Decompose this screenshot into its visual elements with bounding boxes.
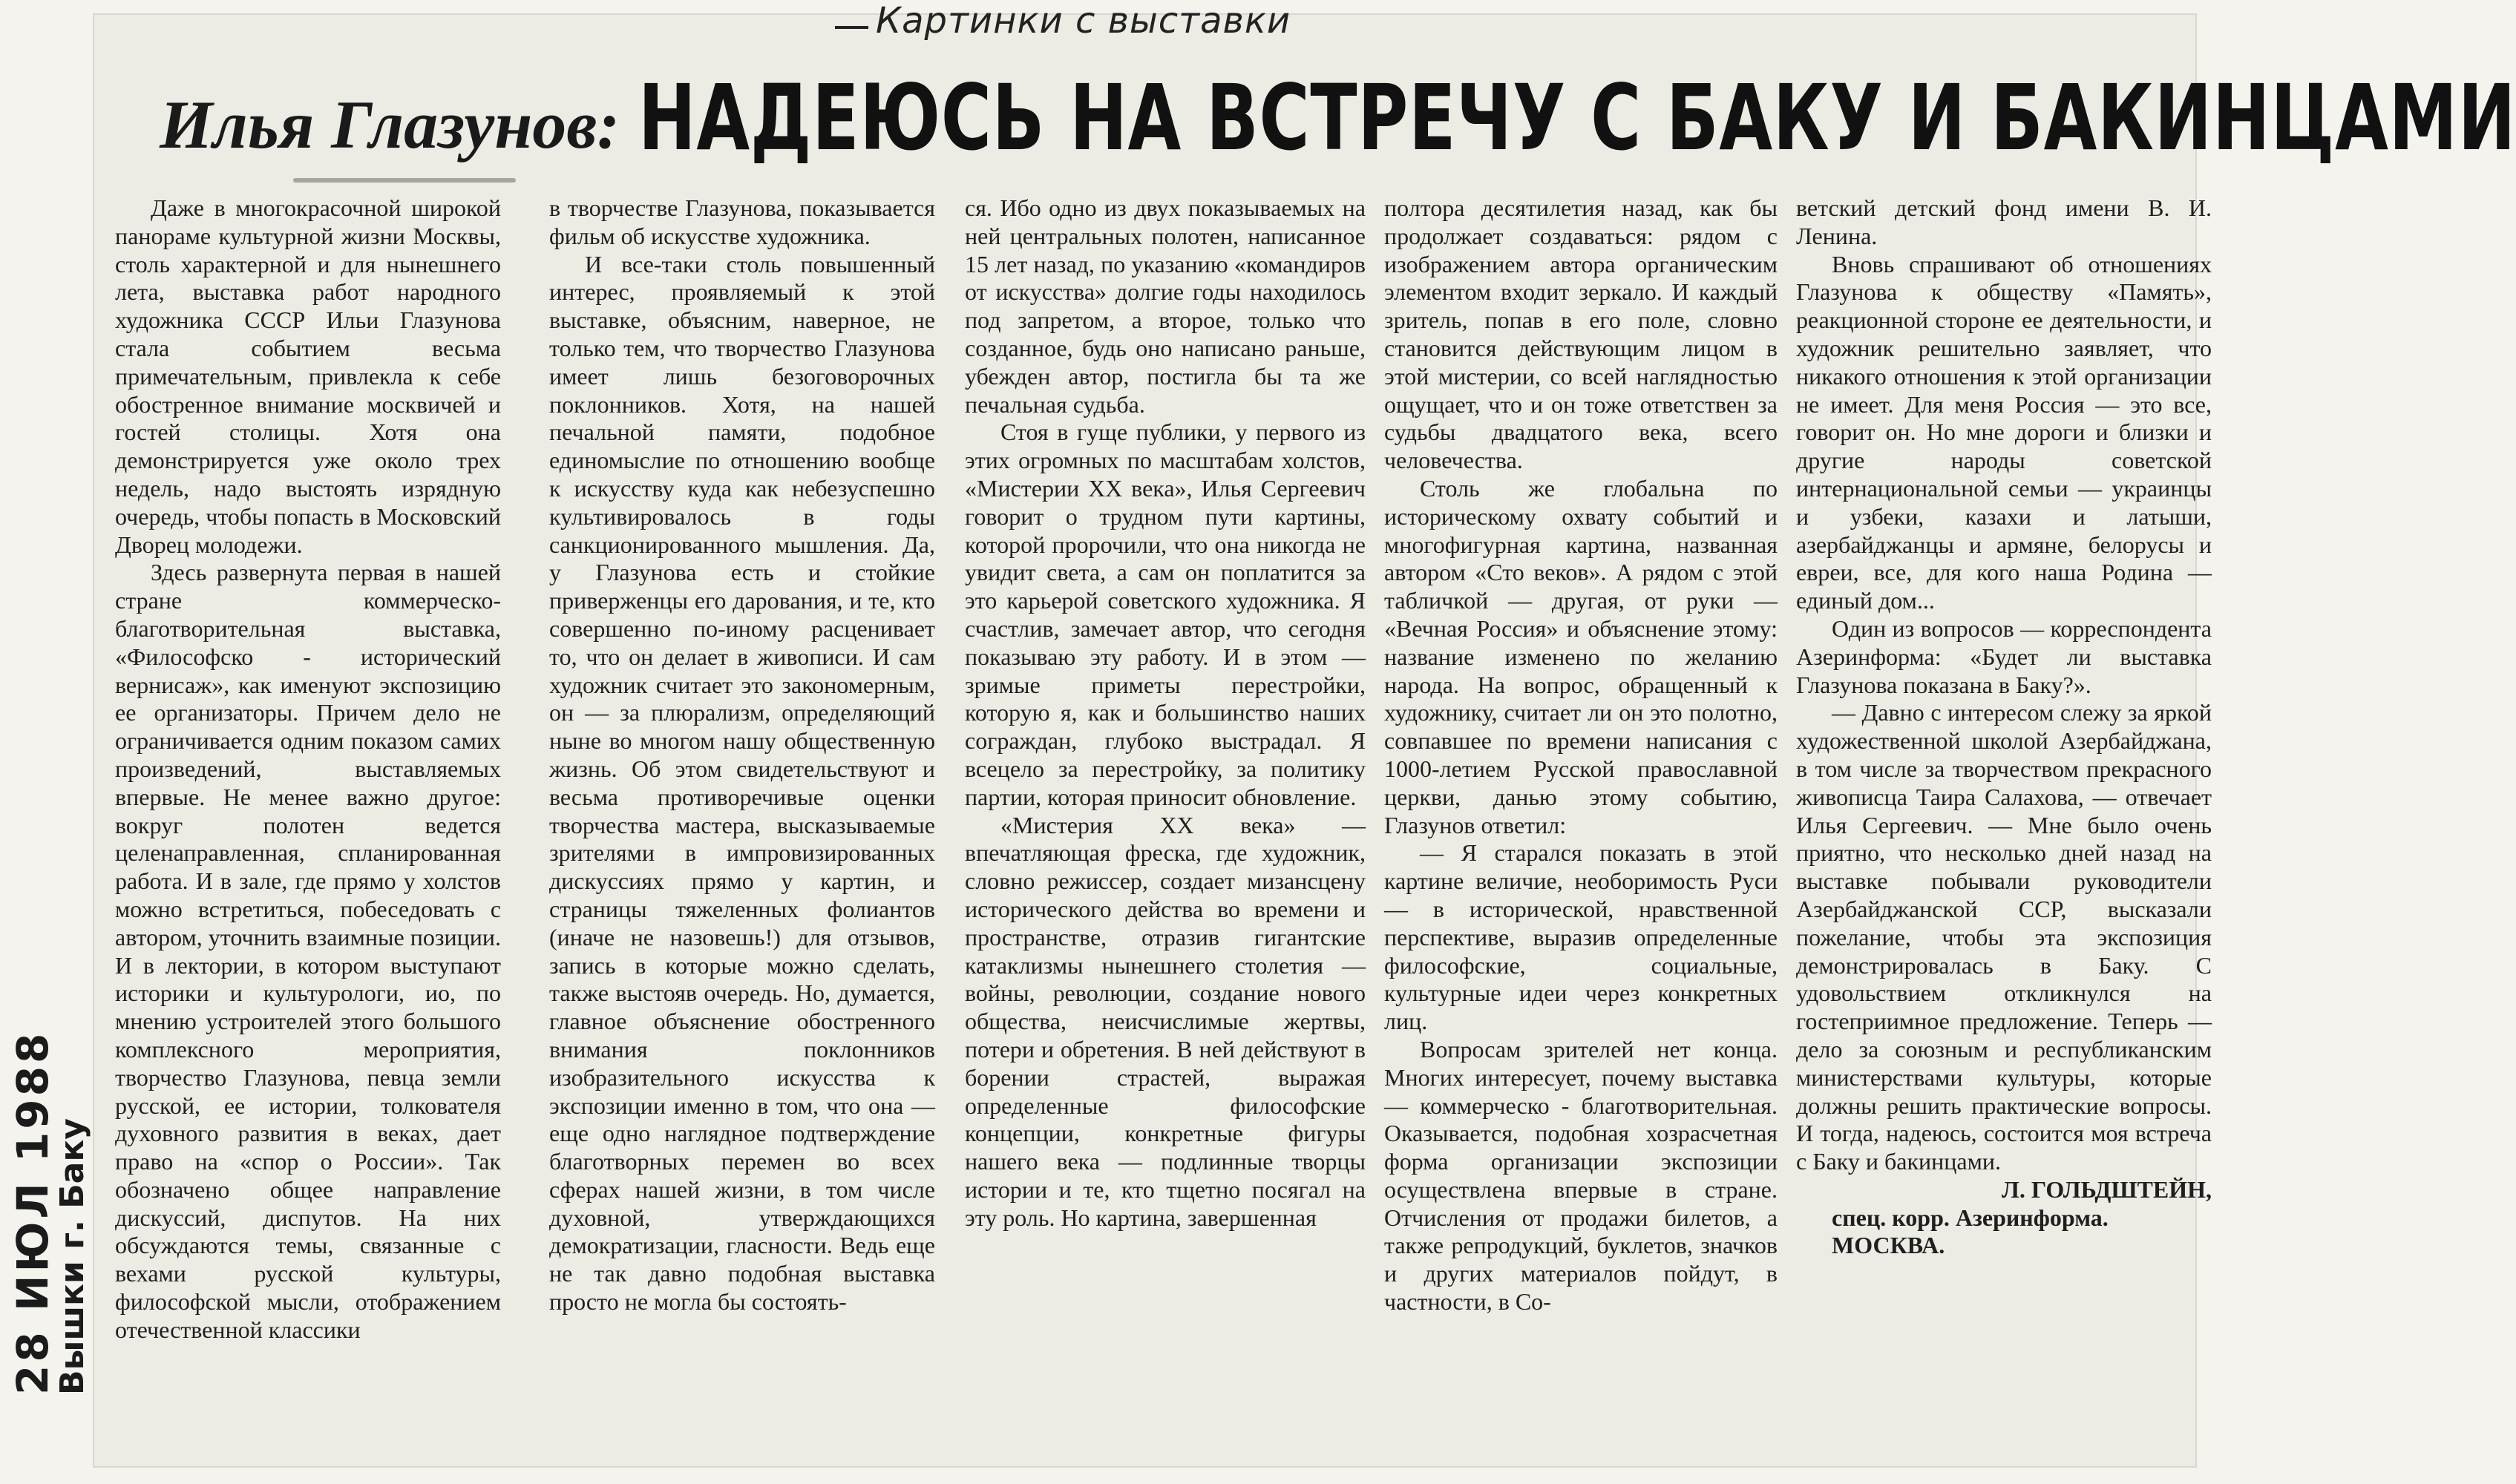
- paragraph: Даже в многокрасочной широкой панораме культурной жизни Москвы, столь характерной и для нынешнего лета, выставка работ народного художника СССР Ильи Глазунова стала событием весьма примечательным, привлекла к себе обостренное внимание москвичей и гостей столицы. Хотя она демонстрируется уже около трех недель, надо выстоять изрядную очередь, чтобы попасть в Московский Дворец молодежи.: [115, 194, 501, 558]
- stamp-source-line2: г. Баку: [53, 1118, 91, 1250]
- stamp-source: [53, 1031, 91, 1395]
- kicker-dash: [835, 26, 868, 29]
- paragraph: в творчестве Глазунова, показывается фильм об искусстве художника.: [549, 194, 935, 249]
- author-signature-city: МОСКВА.: [1832, 1232, 1945, 1259]
- article-headline: НАДЕЮСЬ НА ВСТРЕЧУ С БАКУ И БАКИНЦАМИ: [638, 65, 2516, 171]
- author-signature-position: спец. корр. Азеринформа.: [1832, 1204, 2109, 1231]
- paragraph: И все-таки столь повышенный интерес, проявляемый к этой выставке, объясним, наверное, не только тем, что творчество Глазунова имеет лишь безоговорочных поклонников. Хотя, на нашей печальной памяти, подобное единомыслие по отношению вообще к искусству куда как небезуспешно культивировалось в годы санкционированного мышления. Да, у Глазунова есть и стойкие приверженцы его дарования, и те, кто совершенно по-иному расценивает то, что он делает в живописи. И сам художник считает это закономерным, он — за плюрализм, определяющий ныне во многом нашу общественную жизнь. Об этом свидетельствуют и весьма противоречивые оценки творчества мастера, высказываемые зрителями в импровизированных дискуссиях прямо у картин, и страницы тяжеленных фолиантов (иначе не назовешь!) для отзывов, запись в которые можно сделать, также выстояв очередь. Но, думается, главное объяснение обостренного внимания поклонников изобразительного искусства к экспозиции именно в том, что она — еще одно наглядное подтверждение благотворных перемен во всех сферах нашей жизни, в том числе духовной, утверждающихся демократизации, гласности. Ведь еще не так давно подобная выставка просто не могла бы состоять-: [549, 250, 935, 1316]
- date-stamp: [7, 1031, 91, 1395]
- article-column-1: [115, 194, 501, 1456]
- article-column-2: [549, 194, 935, 1456]
- paragraph: — Я старался показать в этой картине величие, необоримость Руси — в исторической, нравственной перспективе, выразив определенные философские, социальные, культурные идеи через конкретных лиц.: [1384, 839, 1778, 1035]
- pencil-underline-mark: [293, 178, 516, 183]
- article-column-5: [1796, 194, 2212, 1456]
- paragraph: Здесь развернута первая в нашей стране коммерческо-благотворительная выставка, «Философско - исторический вернисаж», как именуют экспозицию ее организаторы. Причем дело не ограничивается одним показом самих произведений, выставляемых впервые. Не менее важно другое: вокруг полотен ведется целенаправленная, спланированная работа. И в зале, где прямо у холстов можно встретиться, побеседовать с автором, уточнить взаимные позиции. И в лектории, в котором выступают историки и культурологи, ио, по мнению устроителей этого большого комплексного мероприятия, творчество Глазунова, певца земли русской, ее истории, толкователя духовного развития в веках, дает право на «спор о России». Так обозначено общее направление дискуссий, диспутов. На них обсуждаются темы, связанные с вехами русской культуры, философской мысли, отображением отечественной классики: [115, 559, 501, 1343]
- paragraph: — Давно с интересом слежу за яркой художественной школой Азербайджана, в том числе за творчеством прекрасного живописца Таира Салахова, — отвечает Илья Сергеевич. — Мне было очень приятно, что несколько дней назад на выставке побывали руководители Азербайджанской ССР, высказали пожелание, чтобы эта экспозиция демонстрировалась в Баку. С удовольствием откликнулся на гостеприимное предложение. Теперь — дело за союзным и республиканским министерствами культуры, которые должны решить практические вопросы. И тогда, надеюсь, состоится моя встреча с Баку и бакинцами.: [1796, 699, 2212, 1175]
- paragraph: ся. Ибо одно из двух показываемых на ней центральных полотен, написанное 15 лет назад, по указанию «командиров от искусства» долгие годы находилось под запретом, а второе, только что созданное, будь оно написано раньше, убежден автор, постигла бы та же печальная судьба.: [965, 194, 1366, 418]
- stamp-source-line1: Вышки: [53, 1261, 91, 1395]
- paragraph: Стоя в гуще публики, у первого из этих огромных по масштабам холстов, «Мистерии XX века», Илья Сергеевич говорит о трудном пути картины, которой пророчили, что она никогда не увидит света, а сам он поплатится за это карьерой советского художника. Я счастлив, замечает автор, что сегодня показываю эту работу. И в этом — зримые приметы перестройки, которую я, как и большинство наших сограждан, глубоко выстрадал. Я всецело за перестройку, за политику партии, которая приносит обновление.: [965, 418, 1366, 810]
- article-column-4: [1384, 194, 1778, 1456]
- paragraph: полтора десятилетия назад, как бы продолжает создаваться: рядом с изображением автора органическим элементом входит зеркало. И каждый зритель, попав в его поле, словно становится действующим лицом в этой мистерии, со всей наглядностью ощущает, что и он тоже ответствен за судьбы двадцатого века, всего человечества.: [1384, 194, 1778, 474]
- paragraph: «Мистерия XX века» — впечатляющая фреска, где художник, словно режиссер, создает мизансцену исторического действа во времени и пространстве, отразив гигантские катаклизмы нынешнего столетия — войны, революции, создание нового общества, неисчислимые жертвы, потери и обретения. В ней действуют в борении страстей, выражая определенные философские концепции, конкретные фигуры нашего века — подлинные творцы истории и те, кто тщетно посягал на эту роль. Но картина, завершенная: [965, 811, 1366, 1231]
- paragraph: Вопросам зрителей нет конца. Многих интересует, почему выставка — коммерческо - благотворительная. Оказывается, подобная хозрасчетная форма организации экспозиции осуществлена впервые в стране. Отчисления от продажи билетов, а также репродукций, буклетов, значков и других материалов пойдут, в частности, в Со-: [1384, 1035, 1778, 1316]
- article-column-3: [965, 194, 1366, 1456]
- article-author-name: Илья Глазунов:: [160, 87, 620, 162]
- rubric-kicker: Картинки с выставки: [876, 0, 1291, 42]
- paragraph: ветский детский фонд имени В. И. Ленина.: [1796, 194, 2212, 249]
- paragraph: Вновь спрашивают об отношениях Глазунова к обществу «Память», реакционной стороне ее деятельности, и художник решительно заявляет, что никакого отношения к этой организации не имеет. Для меня Россия — это все, говорит он. Но мне дороги и близки и другие народы советской интернациональной семьи — украинцы и узбеки, казахи и латыши, азербайджанцы и армяне, белорусы и евреи, все, для кого наша Родина — единый дом...: [1796, 250, 2212, 614]
- paragraph: Один из вопросов — корреспондента Азеринформа: «Будет ли выставка Глазунова показана в Баку?».: [1796, 614, 2212, 698]
- stamp-date: 28 ИЮЛ 1988: [7, 1030, 58, 1395]
- paragraph: Столь же глобальна по историческому охвату событий и многофигурная картина, названная автором «Сто веков». А рядом с этой табличкой — другая, от руки — «Вечная Россия» и объяснение этому: название изменено по желанию народа. На вопрос, обращенный к художнику, считает ли он это полотно, совпавшее по времени написания с 1000-летием Русской православной церкви, данью этому событию, Глазунов ответил:: [1384, 474, 1778, 838]
- author-signature-name: Л. ГОЛЬДШТЕЙН,: [2002, 1175, 2212, 1203]
